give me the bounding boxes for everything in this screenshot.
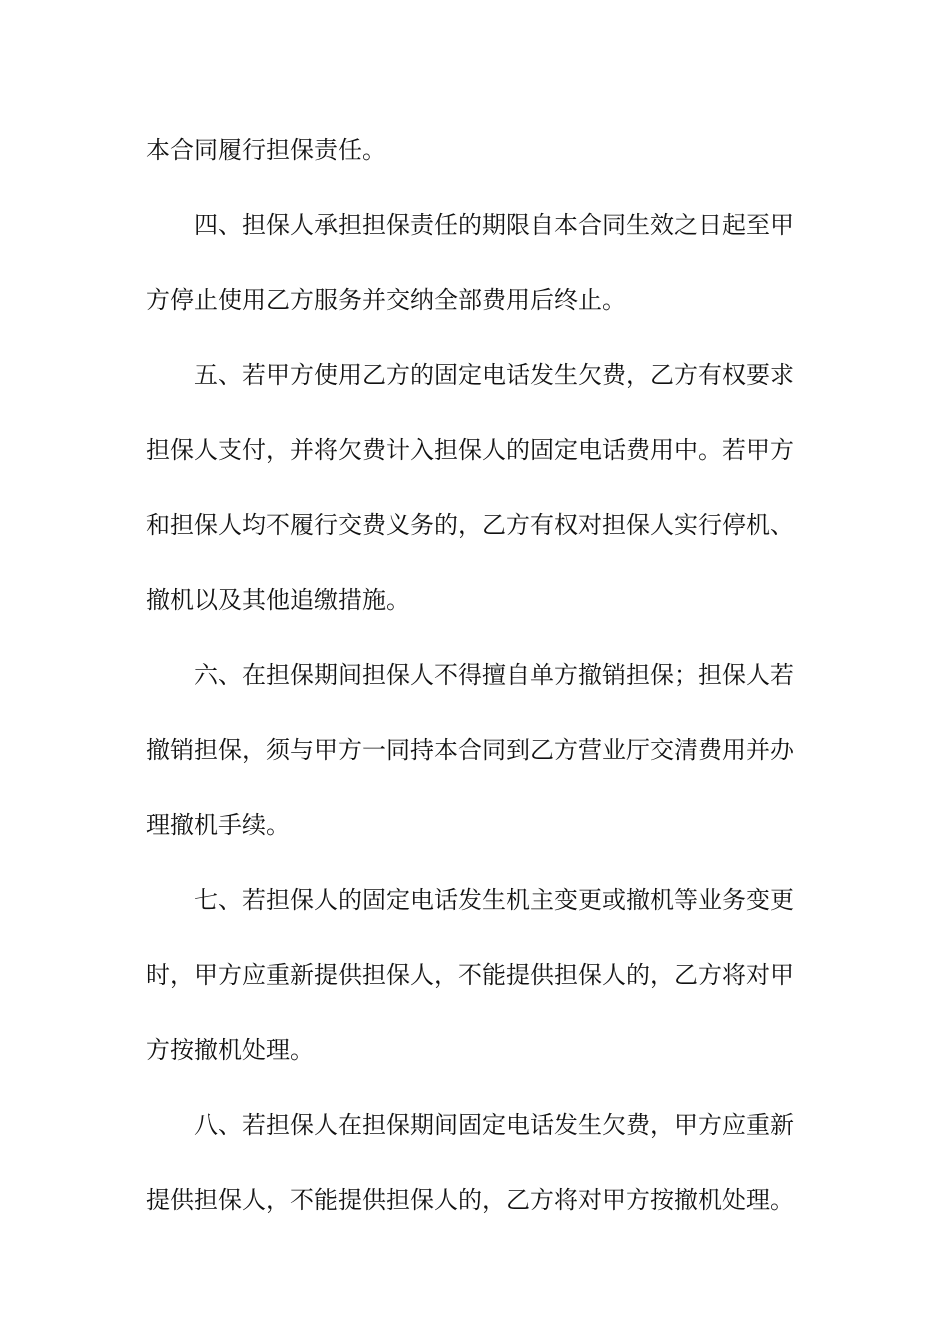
clause-7-start: 七、若担保人的固定电话发生机主变更或撤机等业务变更 [194, 886, 794, 914]
clause-8-start: 八、若担保人在担保期间固定电话发生欠费，甲方应重新 [194, 1111, 794, 1139]
text-line: 和担保人均不履行交费义务的，乙方有权对担保人实行停机、 [146, 511, 794, 539]
text-line: 提供担保人，不能提供担保人的，乙方将对甲方按撤机处理。 [146, 1186, 794, 1214]
clause-6-start: 六、在担保期间担保人不得擅自单方撤销担保；担保人若 [194, 661, 794, 689]
text-line: 理撤机手续。 [146, 811, 290, 839]
clause-5-start: 五、若甲方使用乙方的固定电话发生欠费，乙方有权要求 [194, 361, 794, 389]
text-line: 撤机以及其他追缴措施。 [146, 586, 410, 614]
text-line: 方停止使用乙方服务并交纳全部费用后终止。 [146, 286, 626, 314]
clause-4-start: 四、担保人承担担保责任的期限自本合同生效之日起至甲 [194, 211, 794, 239]
text-line: 时，甲方应重新提供担保人，不能提供担保人的，乙方将对甲 [146, 961, 794, 989]
text-line: 撤销担保，须与甲方一同持本合同到乙方营业厅交清费用并办 [146, 736, 794, 764]
text-line: 本合同履行担保责任。 [146, 136, 386, 164]
text-line: 方按撤机处理。 [146, 1036, 314, 1064]
text-line: 担保人支付，并将欠费计入担保人的固定电话费用中。若甲方 [146, 436, 794, 464]
